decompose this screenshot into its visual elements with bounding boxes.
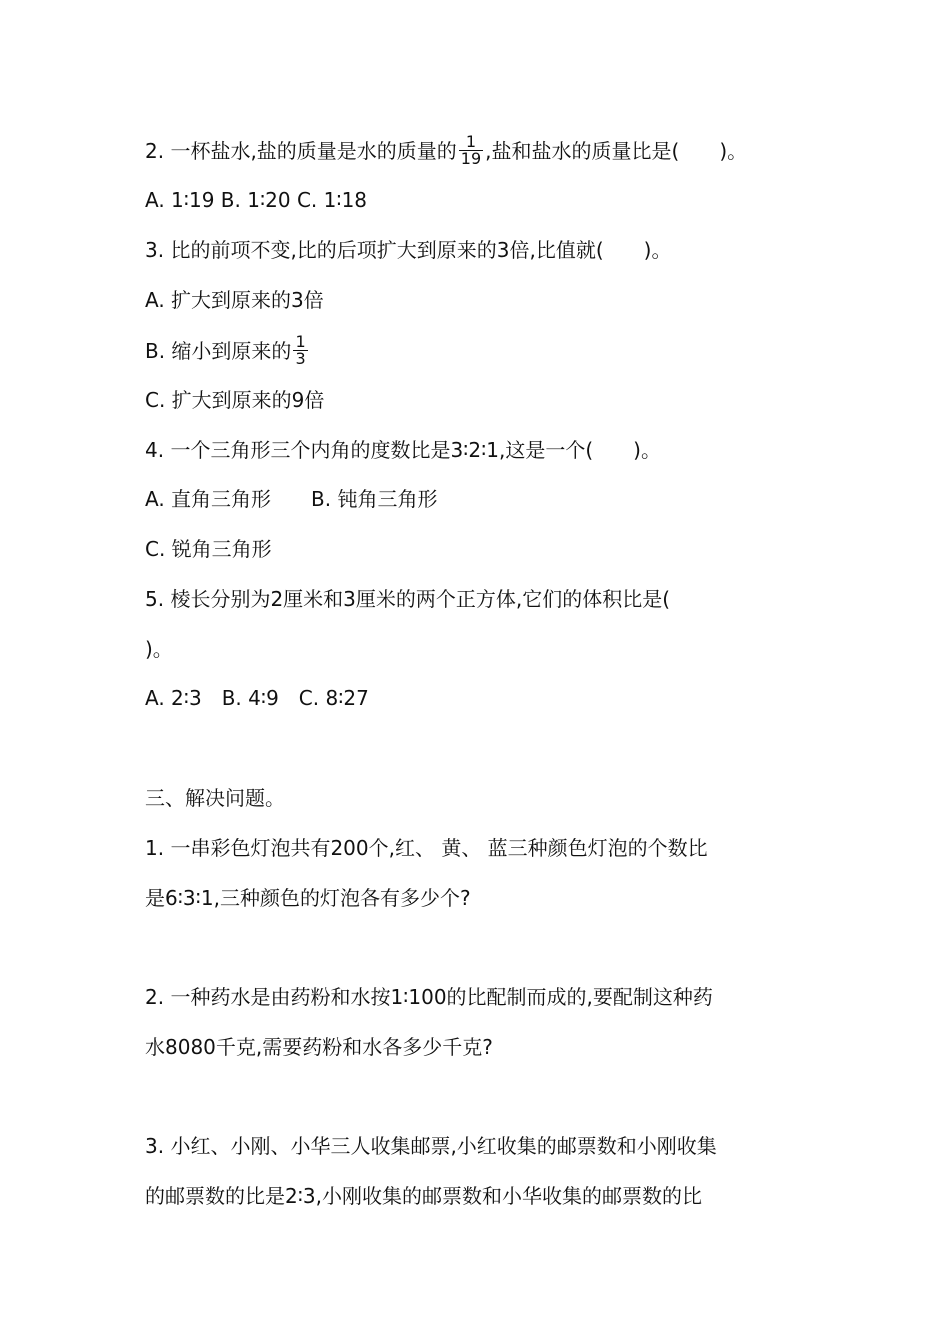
problem3-line2: 的邮票数的比是2∶3,小刚收集的邮票数和小华收集的邮票数的比 [145, 1184, 703, 1208]
q5-options: A. 2∶3 B. 4∶9 C. 8∶27 [145, 686, 369, 710]
q4-option-b: B. 钝角三角形 [311, 487, 438, 511]
problem1-line1: 1. 一串彩色灯泡共有200个,红、 黄、 蓝三种颜色灯泡的个数比 [145, 836, 708, 860]
q3-fraction-numerator: 1 [295, 332, 306, 351]
q4-stem: 4. 一个三角形三个内角的度数比是3∶2∶1,这是一个( )。 [145, 438, 661, 462]
q3-option-b-text: B. 缩小到原来的 [145, 339, 292, 363]
q3-stem: 3. 比的前项不变,比的后项扩大到原来的3倍,比值就( )。 [145, 238, 672, 262]
q2-fraction-denominator: 19 [460, 149, 482, 168]
q4-options-row [145, 487, 437, 511]
q2-stem [145, 132, 748, 169]
section3-heading: 三、解决问题。 [145, 786, 285, 810]
problem1-line2: 是6∶3∶1,三种颜色的灯泡各有多少个? [145, 886, 471, 910]
q4-option-c: C. 锐角三角形 [145, 537, 272, 561]
q3-option-b-fraction [293, 334, 307, 367]
q5-stem-line1: 5. 棱长分别为2厘米和3厘米的两个正方体,它们的体积比是( [145, 587, 671, 611]
problem3-line1: 3. 小红、小刚、小华三人收集邮票,小红收集的邮票数和小刚收集 [145, 1134, 717, 1158]
q2-fraction [459, 134, 483, 167]
problem2-line2: 水8080千克,需要药粉和水各多少千克? [145, 1035, 493, 1059]
q2-stem-part-a: 2. 一杯盐水,盐的质量是水的质量的 [145, 139, 457, 163]
q2-options: A. 1∶19 B. 1∶20 C. 1∶18 [145, 188, 368, 212]
q3-option-a: A. 扩大到原来的3倍 [145, 288, 324, 312]
q3-fraction-denominator: 3 [295, 349, 306, 368]
q4-option-a: A. 直角三角形 [145, 487, 272, 511]
q5-stem-line2: )。 [145, 637, 173, 661]
q2-stem-part-b: ,盐和盐水的质量比是( )。 [485, 139, 748, 163]
q3-option-c: C. 扩大到原来的9倍 [145, 388, 325, 412]
problem2-line1: 2. 一种药水是由药粉和水按1∶100的比配制而成的,要配制这种药 [145, 985, 713, 1009]
q3-option-b [145, 332, 310, 369]
q2-fraction-numerator: 1 [465, 132, 477, 151]
